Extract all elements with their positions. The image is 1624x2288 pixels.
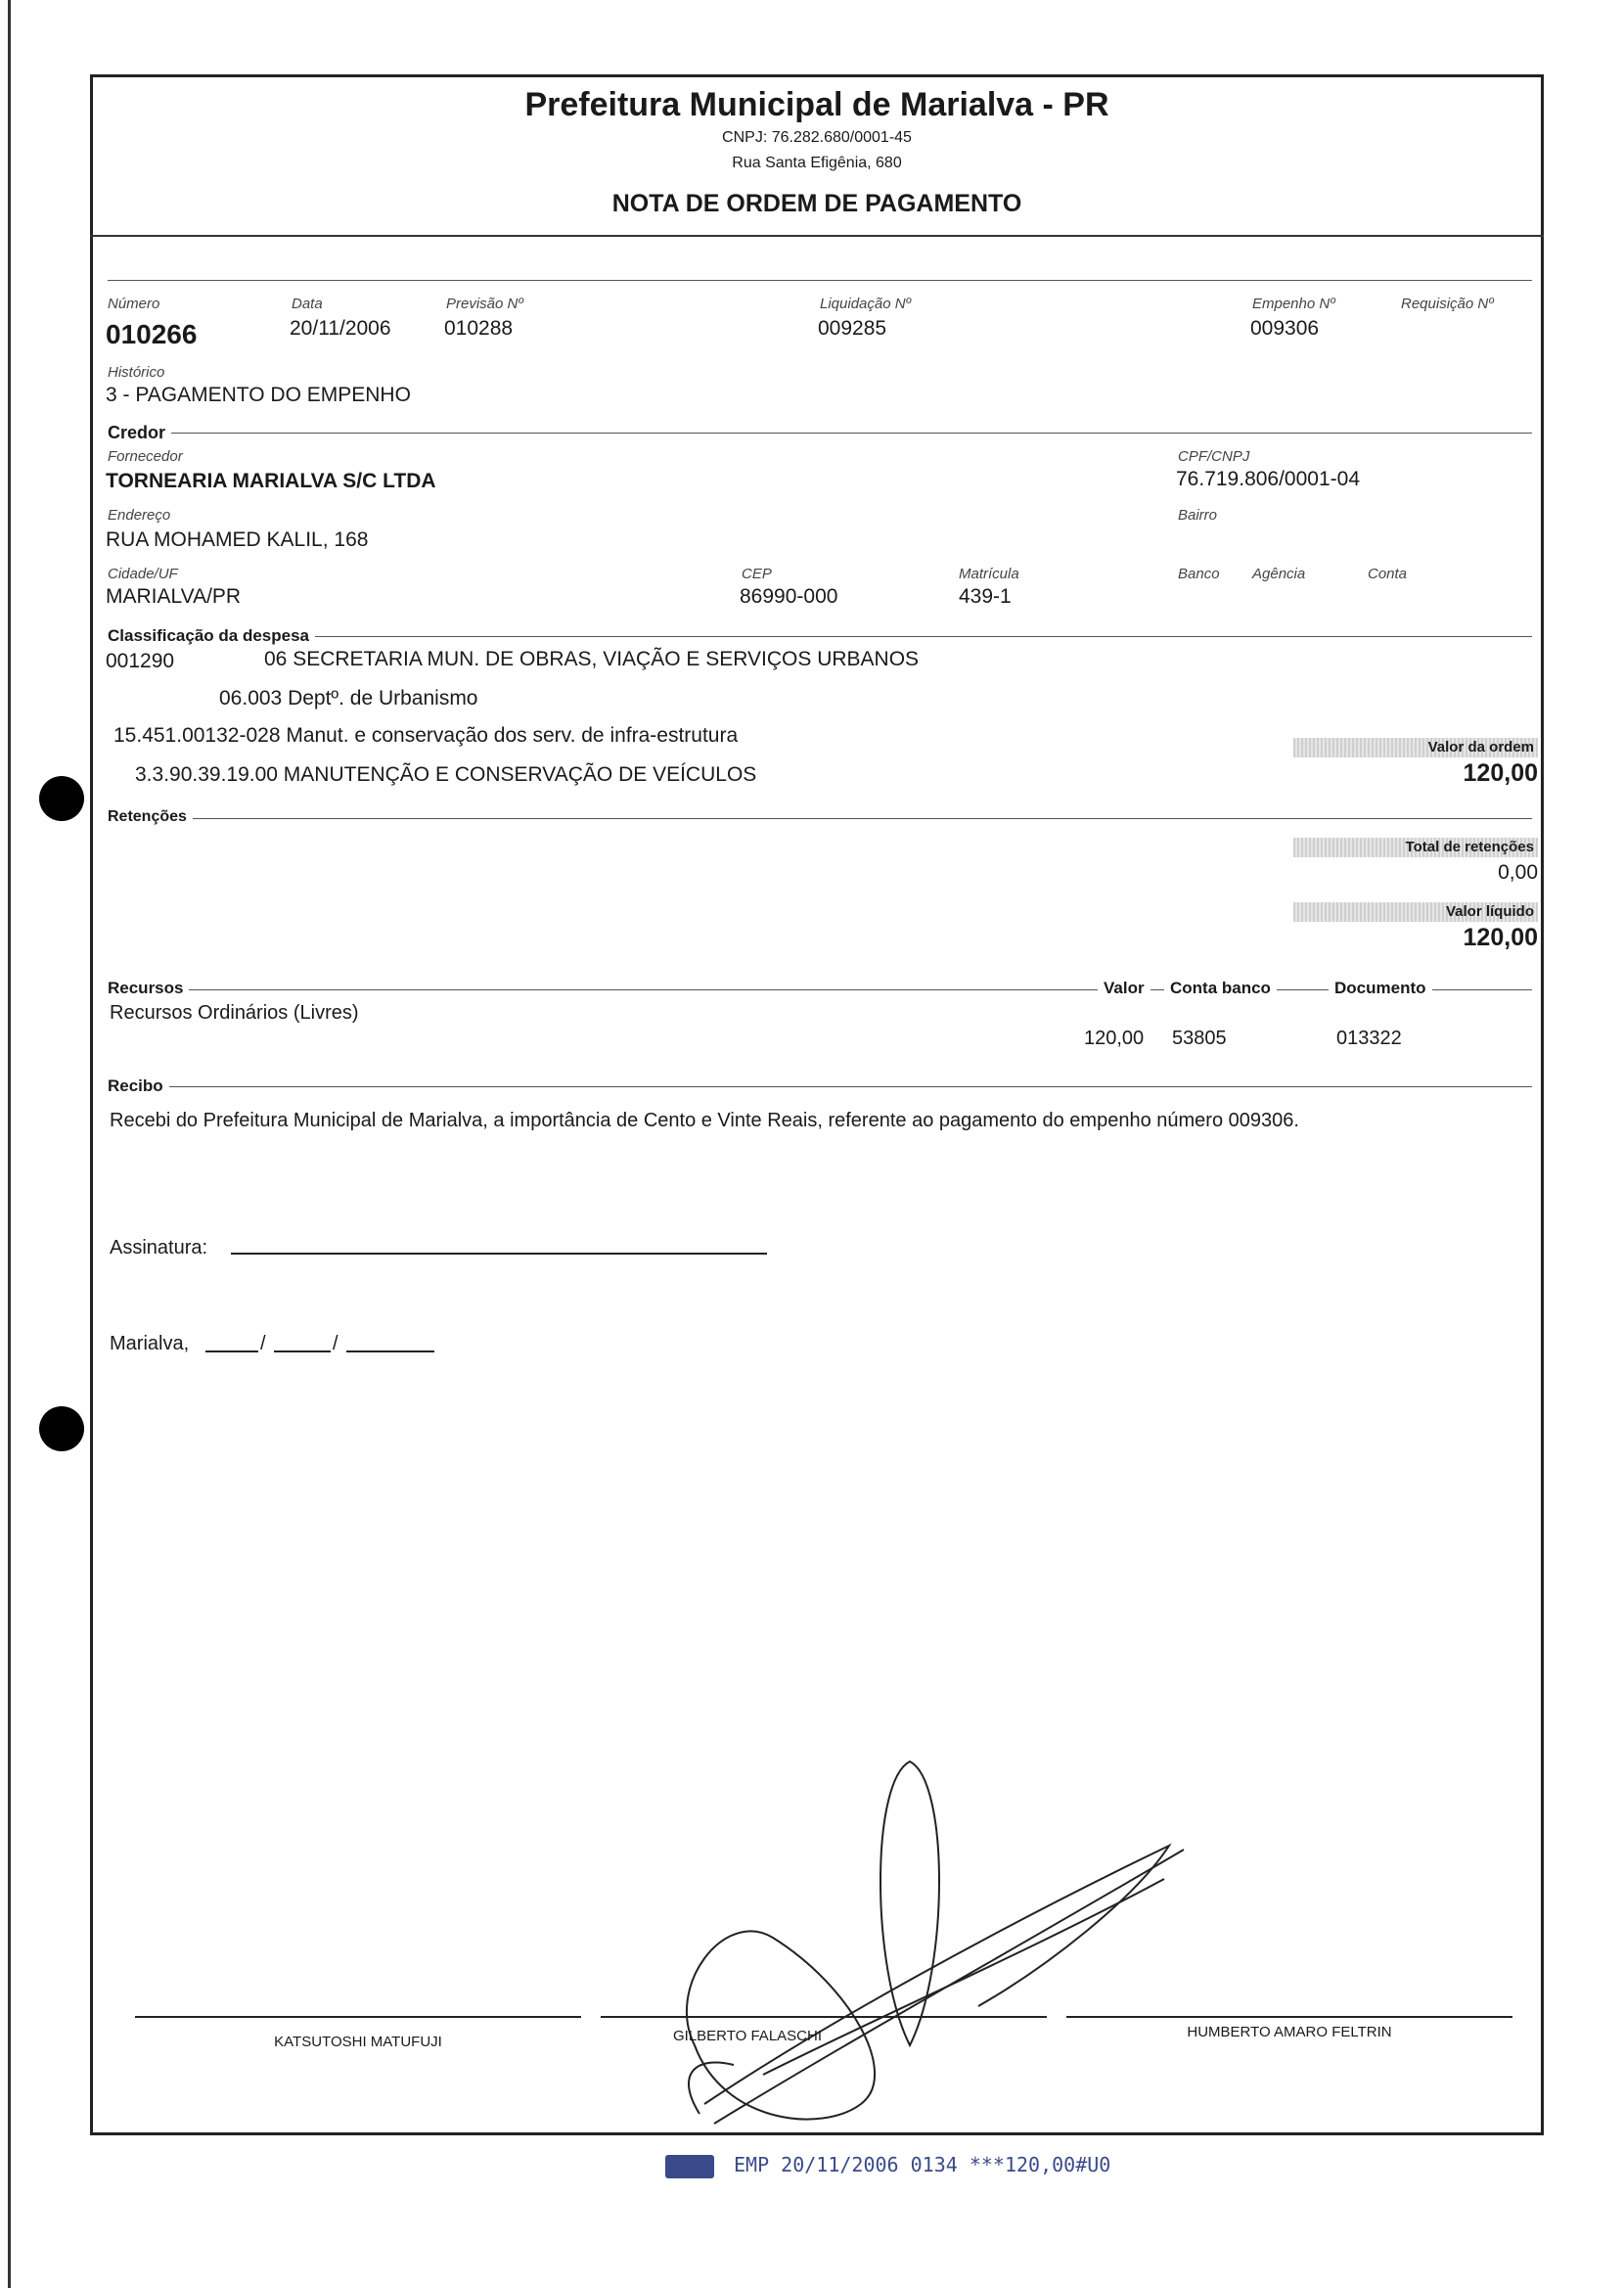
punch-hole-top [39, 776, 84, 821]
empenho-value: 009306 [1250, 317, 1320, 340]
header-separator [90, 235, 1544, 237]
cidade-value: MARIALVA/PR [106, 585, 242, 608]
recibo-rule [108, 1086, 1532, 1087]
cep-value: 86990-000 [740, 585, 838, 608]
liquidacao-value: 009285 [818, 317, 887, 340]
valor-ordem-value: 120,00 [1463, 759, 1538, 787]
endereco-label: Endereço [108, 507, 171, 524]
previsao-label: Previsão Nº [446, 296, 523, 312]
recursos-valor-header: Valor [1098, 979, 1150, 998]
signature-line-middle [601, 2016, 1047, 2018]
classificacao-line2: 06.003 Deptº. de Urbanismo [219, 687, 478, 709]
signature-line-left [135, 2016, 581, 2018]
date-slash-1: / [260, 1333, 266, 1354]
numero-label: Número [108, 296, 160, 312]
historico-value: 3 - PAGAMENTO DO EMPENHO [106, 384, 411, 406]
data-value: 20/11/2006 [290, 317, 391, 340]
classificacao-code: 001290 [106, 650, 175, 672]
total-retencoes-label: Total de retenções [1293, 838, 1538, 857]
endereco-value: RUA MOHAMED KALIL, 168 [106, 528, 369, 551]
signature-line-right [1066, 2016, 1512, 2018]
recursos-rule [108, 989, 1532, 990]
fornecedor-label: Fornecedor [108, 448, 183, 465]
historico-label: Histórico [108, 364, 165, 381]
retencoes-section: Retenções [108, 808, 193, 826]
top-rule [108, 280, 1532, 281]
valor-ordem-label: Valor da ordem [1293, 738, 1538, 757]
recibo-text: Recebi do Prefeitura Municipal de Marialva, a importância de Cento e Vinte Reais, referente ao pagamento do empenho número 009306. [110, 1110, 1299, 1131]
cnpj-line: CNPJ: 76.282.680/0001-45 [722, 129, 912, 146]
conta-label: Conta [1368, 566, 1408, 582]
agencia-label: Agência [1252, 566, 1306, 582]
empenho-label: Empenho Nº [1252, 296, 1335, 312]
classificacao-line3: 15.451.00132-028 Manut. e conservação dos serv. de infra-estrutura [113, 724, 739, 747]
stamp-mark [665, 2155, 714, 2178]
signatory-left: KATSUTOSHI MATUFUJI [274, 2034, 442, 2050]
signatory-middle: GILBERTO FALASCHI [673, 2028, 822, 2044]
matricula-value: 439-1 [959, 585, 1012, 608]
retencoes-rule [108, 818, 1532, 819]
date-month-line [274, 1350, 331, 1352]
valor-liquido-value: 120,00 [1463, 924, 1538, 951]
document-title: NOTA DE ORDEM DE PAGAMENTO [611, 190, 1022, 217]
classificacao-line4: 3.3.90.39.19.00 MANUTENÇÃO E CONSERVAÇÃO DE VEÍCULOS [135, 763, 757, 786]
assinatura-label: Assinatura: [110, 1237, 208, 1258]
liquidacao-label: Liquidação Nº [820, 296, 912, 312]
classificacao-rule [108, 636, 1532, 637]
cpf-label: CPF/CNPJ [1178, 448, 1250, 465]
recibo-section: Recibo [108, 1076, 169, 1096]
recursos-section: Recursos [108, 979, 189, 998]
matricula-label: Matrícula [959, 566, 1019, 582]
date-day-line [205, 1350, 258, 1352]
recurso-valor: 120,00 [1084, 1028, 1145, 1049]
cpf-value: 76.719.806/0001-04 [1176, 468, 1361, 490]
recursos-documento-header: Documento [1329, 979, 1432, 998]
page-edge-line [8, 0, 11, 2288]
recurso-conta: 53805 [1172, 1028, 1227, 1049]
valor-liquido-label: Valor líquido [1293, 902, 1538, 922]
numero-value: 010266 [106, 319, 198, 349]
previsao-value: 010288 [444, 317, 514, 340]
handwritten-signature [626, 1752, 1213, 2143]
classificacao-line1: 06 SECRETARIA MUN. DE OBRAS, VIAÇÃO E SERVIÇOS URBANOS [264, 648, 920, 670]
punch-hole-bottom [39, 1406, 84, 1451]
recursos-conta-header: Conta banco [1164, 979, 1277, 998]
fornecedor-value: TORNEARIA MARIALVA S/C LTDA [106, 470, 436, 492]
cidade-label: Cidade/UF [108, 566, 178, 582]
signatory-right: HUMBERTO AMARO FELTRIN [1187, 2024, 1392, 2040]
credor-rule [108, 433, 1532, 434]
total-retencoes-value: 0,00 [1498, 861, 1538, 884]
credor-section: Credor [108, 423, 171, 443]
bairro-label: Bairro [1178, 507, 1218, 524]
classificacao-section: Classificação da despesa [108, 626, 315, 646]
banco-label: Banco [1178, 566, 1220, 582]
municipality-title: Prefeitura Municipal de Marialva - PR [524, 86, 1109, 123]
cep-label: CEP [742, 566, 772, 582]
date-slash-2: / [333, 1333, 338, 1354]
address-line: Rua Santa Efigênia, 680 [732, 155, 902, 171]
data-label: Data [292, 296, 323, 312]
date-year-line [346, 1350, 434, 1352]
assinatura-line [231, 1253, 767, 1255]
requisicao-label: Requisição Nº [1401, 296, 1494, 312]
recurso-item: Recursos Ordinários (Livres) [110, 1002, 359, 1024]
footer-stamp: EMP 20/11/2006 0134 ***120,00#U0 [734, 2153, 1111, 2176]
local-label: Marialva, [110, 1333, 190, 1354]
recurso-documento: 013322 [1336, 1028, 1402, 1049]
